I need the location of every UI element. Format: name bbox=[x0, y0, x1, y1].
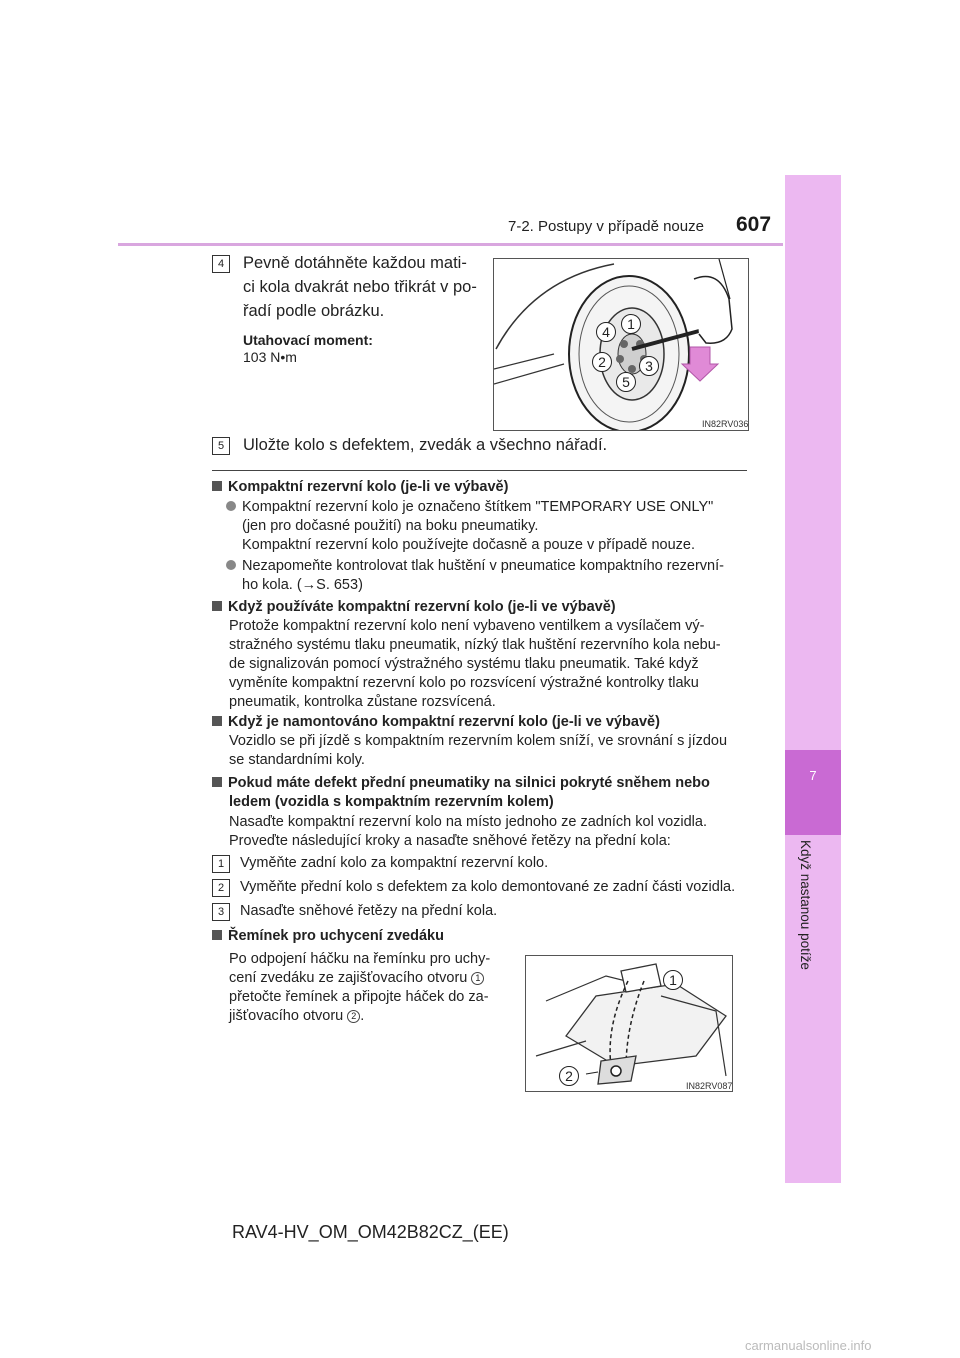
callout-1: 1 bbox=[621, 314, 641, 334]
section-body: Protože kompaktní rezervní kolo není vybaveno ventilkem a vysílačem vý- stražného systému tlaku pneumatik, nízký tlak huštění rezervního kola nebu- de signalizován pomocí výstražného systému tlaku pneumatik. Také když vyměníte kompaktní rezervní kolo po rozsvícení výstražné kontrolky tlaku pneumatik, kontrolka zůstane rozsvícená. bbox=[229, 618, 721, 710]
section-body: Nasaďte kompaktní rezervní kolo na místo jednoho ze zadních kol vozidla. Proveďte následující kroky a nasaďte sněhové řetězy na přední kola: bbox=[229, 814, 707, 849]
section-divider bbox=[212, 470, 747, 471]
section-body: Po odpojení háčku na řemínku pro uchy- cení zvedáku ze zajišťovacího otvoru 1 přetočte řemínek a připojte háček do za- jišťovacího otvoru 2 . bbox=[229, 951, 491, 1024]
callout-5: 5 bbox=[616, 372, 636, 392]
callout-4: 4 bbox=[596, 322, 616, 342]
step-badge: 5 bbox=[212, 437, 230, 455]
figure-code: IN82RV036 bbox=[702, 419, 749, 429]
step-text: Vyměňte přední kolo s defektem za kolo demontované ze zadní části vozidla. bbox=[240, 879, 736, 895]
section-heading: Pokud máte defekt přední pneumatiky na silnici pokryté sněhem nebo ledem (vozidla s kompaktním rezervním kolem) bbox=[212, 774, 747, 812]
callout-1: 1 bbox=[663, 970, 683, 990]
torque-value: 103 N•m bbox=[243, 349, 297, 365]
jack-strap-figure bbox=[525, 955, 733, 1092]
step-text: Vyměňte zadní kolo za kompaktní rezervní kolo. bbox=[240, 855, 549, 871]
page-number: 607 bbox=[736, 213, 772, 236]
figure-code: IN82RV087 bbox=[686, 1081, 733, 1091]
step-badge: 3 bbox=[212, 903, 230, 921]
chapter-title: Když nastanou potíže bbox=[798, 840, 813, 970]
step-badge: 2 bbox=[212, 879, 230, 897]
chapter-number: 7 bbox=[809, 768, 817, 783]
callout-2: 2 bbox=[592, 352, 612, 372]
bullet-item: Nezapomeňte kontrolovat tlak huštění v pneumatice kompaktního rezervní- ho kola. (→S. 653) bbox=[226, 557, 748, 595]
section-heading: Kompaktní rezervní kolo (je-li ve výbavě) bbox=[212, 478, 508, 497]
header-rule bbox=[118, 243, 783, 246]
step-5-text: Uložte kolo s defektem, zvedák a všechno nářadí. bbox=[243, 436, 608, 454]
chapter-tab-marker bbox=[785, 750, 841, 835]
ref-2: 2 bbox=[347, 1010, 360, 1023]
watermark: carmanualsonline.info bbox=[745, 1338, 872, 1353]
section-title: 7-2. Postupy v případě nouze bbox=[508, 218, 704, 235]
section-heading: Když je namontováno kompaktní rezervní kolo (je-li ve výbavě) bbox=[212, 713, 660, 732]
chapter-tab bbox=[785, 175, 841, 1183]
ref-1: 1 bbox=[471, 972, 484, 985]
section-body: Vozidlo se při jízdě s kompaktním rezervním kolem sníží, ve srovnání s jízdou se standardními koly. bbox=[229, 733, 728, 768]
section-heading: Když používáte kompaktní rezervní kolo (je-li ve výbavě) bbox=[212, 598, 616, 617]
step-badge: 4 bbox=[212, 255, 230, 273]
wheel-illustration bbox=[494, 259, 749, 431]
wheel-nut-figure bbox=[493, 258, 749, 431]
bullet-item: Kompaktní rezervní kolo je označeno štítkem "TEMPORARY USE ONLY" (jen pro dočasné použití) na boku pneumatiky. Kompaktní rezervní kolo používejte dočasně a pouze v případě nouze. bbox=[226, 498, 748, 555]
step-4-text: Pevně dotáhněte každou mati- ci kola dvakrát nebo třikrát v po- řadí podle obrázku. bbox=[243, 254, 477, 320]
section-heading: Řemínek pro uchycení zvedáku bbox=[212, 927, 444, 946]
document-code: RAV4-HV_OM_OM42B82CZ_(EE) bbox=[232, 1222, 509, 1242]
callout-2: 2 bbox=[559, 1066, 579, 1086]
torque-label: Utahovací moment: bbox=[243, 332, 373, 348]
step-badge: 1 bbox=[212, 855, 230, 873]
step-text: Nasaďte sněhové řetězy na přední kola. bbox=[240, 903, 498, 919]
callout-3: 3 bbox=[639, 356, 659, 376]
jack-strap-illustration bbox=[526, 956, 733, 1092]
